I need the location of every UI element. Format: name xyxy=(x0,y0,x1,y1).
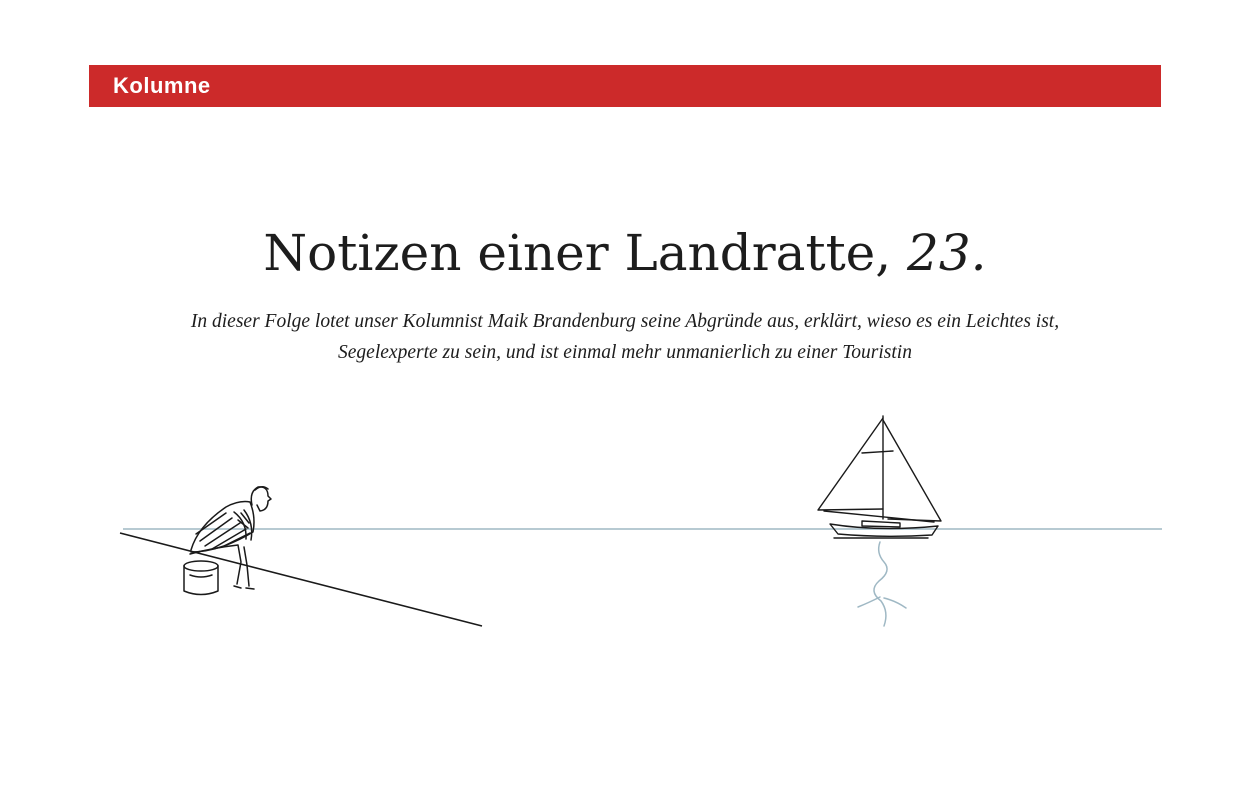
rubric-label: Kolumne xyxy=(113,73,211,98)
teaser-line-2: Segelexperte zu sein, und ist einmal mehr unmanierlich zu einer Touristin xyxy=(338,342,912,363)
episode-number: 23. xyxy=(907,224,987,282)
boat-reflection xyxy=(858,542,906,626)
article-title-text: Notizen einer Landratte, xyxy=(263,224,908,282)
sailboat-figure xyxy=(818,416,941,538)
pier-edge xyxy=(120,533,482,626)
man-on-bollard-figure xyxy=(184,487,271,595)
teaser-line-1: In dieser Folge lotet unser Kolumnist Maik Brandenburg seine Abgründe aus, erklärt, wieso es ein Leichtes ist, xyxy=(190,311,1060,332)
